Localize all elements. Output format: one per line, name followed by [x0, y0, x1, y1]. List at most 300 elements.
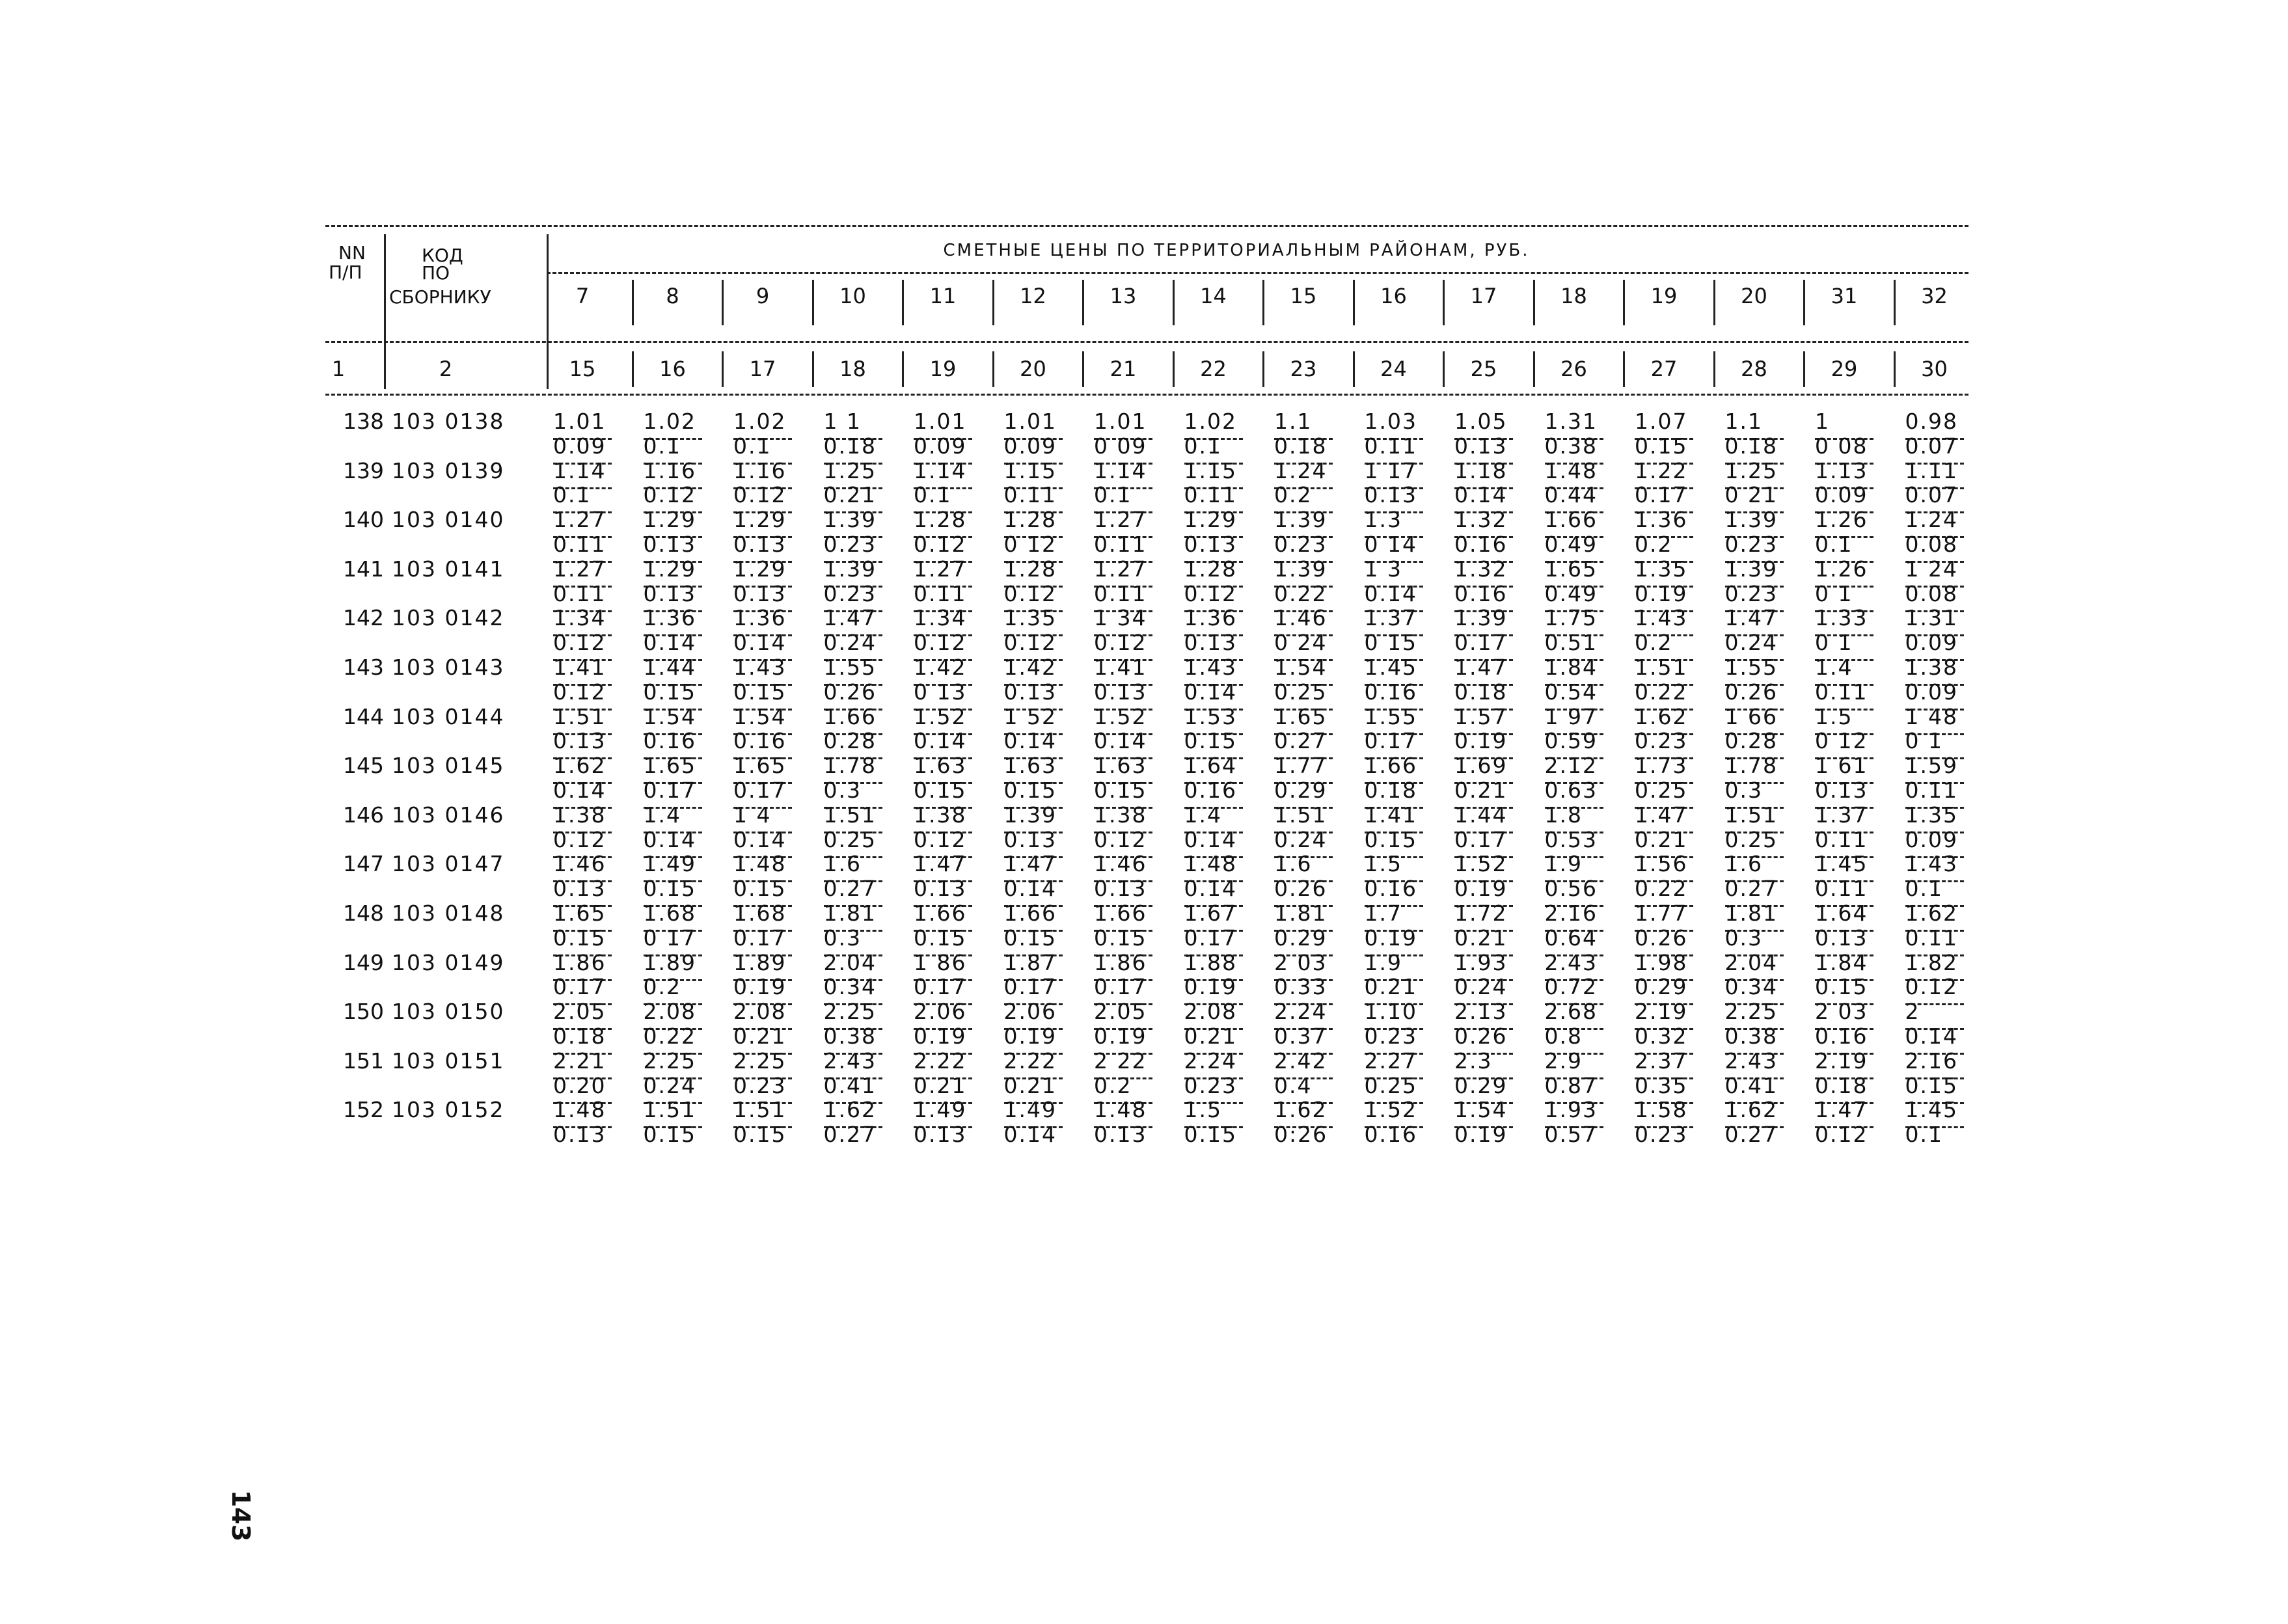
price-cell: 0.12: [553, 679, 606, 705]
price-cell: 0.18: [1364, 778, 1417, 803]
price-cell: 0.17: [1364, 728, 1417, 754]
price-cell: 1.56: [1635, 851, 1688, 877]
price-cell: 1.47: [1635, 802, 1688, 828]
index-divider: [1623, 351, 1625, 387]
price-cell: 1.81: [1274, 900, 1328, 926]
price-cell: 0.16: [1364, 679, 1417, 705]
price-cell: 1.72: [1454, 900, 1508, 926]
row-code: 103 0139: [392, 457, 505, 483]
price-cell: 0.13: [1094, 876, 1147, 902]
price-cell: 2.42: [1274, 1048, 1328, 1074]
price-cell: 1.39: [1724, 556, 1778, 582]
price-cell: 0.1: [643, 433, 681, 459]
price-cell: 0.16: [1184, 778, 1237, 803]
price-cell: 1.55: [1724, 655, 1778, 680]
price-cell: 1.28: [1184, 556, 1237, 582]
price-cell: 1.35: [1003, 605, 1057, 631]
price-cell: 0.09: [1003, 433, 1057, 459]
price-cell: 1.24: [1905, 507, 1958, 533]
district-number: 10: [839, 284, 866, 308]
price-cell: 0.11: [1184, 482, 1237, 508]
price-cell: 0.19: [1094, 1023, 1147, 1049]
price-cell: 1.46: [553, 851, 606, 877]
price-cell: 0.26: [1454, 1023, 1508, 1049]
price-cell: 0.17: [1184, 925, 1237, 951]
price-cell: 1.36: [643, 605, 696, 631]
price-cell: 0.17: [914, 974, 967, 1000]
price-cell: 1.57: [1454, 703, 1508, 729]
price-cell: 0.13: [1815, 925, 1868, 951]
price-cell: 0.49: [1544, 532, 1598, 557]
price-cell: 1.48: [1094, 1097, 1147, 1123]
row-number: 141: [343, 556, 384, 582]
price-cell: 0.12: [553, 630, 606, 656]
price-cell: 2.43: [1724, 1048, 1778, 1074]
price-cell: 0.2: [1094, 1072, 1132, 1098]
price-cell: 1.5: [1364, 851, 1402, 877]
price-cell: 0.14: [1905, 1023, 1958, 1049]
price-cell: 0.28: [1724, 728, 1778, 754]
price-cell: 0.13: [733, 580, 787, 606]
price-cell: 2.3: [1454, 1048, 1493, 1074]
price-cell: 0.14: [553, 778, 606, 803]
price-cell: 1.29: [643, 507, 696, 533]
index-cell: 20: [1020, 357, 1046, 381]
price-cell: 0.21: [823, 482, 877, 508]
index-cell: 21: [1110, 357, 1137, 381]
row-number: 139: [343, 457, 384, 483]
price-cell: 0.3: [823, 778, 862, 803]
district-number: 20: [1741, 284, 1767, 308]
price-cell: 2.22: [914, 1048, 967, 1074]
price-cell: 1.78: [823, 753, 877, 779]
price-cell: 1 97: [1544, 703, 1598, 729]
price-cell: 1.52: [914, 703, 967, 729]
row-number: 145: [343, 753, 384, 779]
price-cell: 1 52: [1003, 703, 1057, 729]
index-divider: [1443, 351, 1445, 387]
price-cell: 1.6: [1724, 851, 1763, 877]
price-cell: 0 1: [1815, 580, 1853, 606]
price-cell: 1.75: [1544, 605, 1598, 631]
district-number: 11: [929, 284, 957, 308]
row-code: 103 0147: [392, 851, 505, 877]
price-cell: 0.12: [553, 826, 606, 852]
price-cell: 2.27: [1364, 1048, 1417, 1074]
price-cell: 1.87: [1003, 949, 1057, 975]
price-cell: 1.65: [1274, 703, 1328, 729]
price-cell: 1.27: [914, 556, 967, 582]
price-cell: 0.11: [1094, 532, 1147, 557]
price-cell: 0.63: [1544, 778, 1598, 803]
price-cell: 0.16: [643, 728, 696, 754]
price-cell: 1.63: [1094, 753, 1147, 779]
row-number: 151: [343, 1048, 384, 1074]
row-code: 103 0138: [392, 409, 505, 434]
price-cell: 0.16: [1454, 532, 1508, 557]
district-number: 14: [1200, 284, 1227, 308]
price-cell: 1.93: [1544, 1097, 1598, 1123]
price-cell: 0.12: [1094, 630, 1147, 656]
price-cell: 1.32: [1454, 507, 1508, 533]
district-divider: [1713, 280, 1715, 325]
price-cell: 0.25: [1364, 1072, 1417, 1098]
price-cell: 2.19: [1815, 1048, 1868, 1074]
price-cell: 0.09: [553, 433, 606, 459]
price-cell: 1.36: [1635, 507, 1688, 533]
price-cell: 1.65: [553, 900, 606, 926]
price-cell: 1.84: [1815, 949, 1868, 975]
price-cell: 2.08: [733, 999, 787, 1025]
price-cell: 2.43: [1544, 949, 1598, 975]
index-divider: [1262, 351, 1264, 387]
price-cell: 0.16: [1364, 876, 1417, 902]
index-cell: 23: [1290, 357, 1317, 381]
price-cell: 0.28: [823, 728, 877, 754]
price-cell: 1.66: [823, 703, 877, 729]
price-cell: 0.26: [1724, 679, 1778, 705]
price-cell: 0 12: [1003, 532, 1057, 557]
price-cell: 1.29: [643, 556, 696, 582]
price-cell: 0.37: [1274, 1023, 1328, 1049]
index-cell: 29: [1831, 357, 1858, 381]
price-cell: 0.21: [914, 1072, 967, 1098]
price-cell: 2.25: [733, 1048, 787, 1074]
price-cell: 0.29: [1454, 1072, 1508, 1098]
price-cell: 1.78: [1724, 753, 1778, 779]
price-cell: 1.88: [1184, 949, 1237, 975]
price-cell: 1.31: [1905, 605, 1958, 631]
price-cell: 0.13: [1364, 482, 1417, 508]
price-cell: 0.17: [733, 925, 787, 951]
index-cell: 15: [569, 357, 596, 381]
price-cell: 0.21: [1003, 1072, 1057, 1098]
price-cell: 1.16: [733, 457, 787, 483]
price-cell: 0.26: [823, 679, 877, 705]
row-number: 142: [343, 605, 384, 631]
price-cell: 2.04: [1724, 949, 1778, 975]
price-cell: 1.48: [1184, 851, 1237, 877]
price-cell: 0.12: [914, 532, 967, 557]
price-cell: 1.43: [1905, 851, 1958, 877]
price-cell: 0.23: [1364, 1023, 1417, 1049]
price-cell: 1.15: [1184, 457, 1237, 483]
price-cell: 0.12: [914, 630, 967, 656]
price-cell: 0.29: [1274, 925, 1328, 951]
price-cell: 0.27: [823, 1122, 877, 1148]
price-cell: 1.6: [1274, 851, 1313, 877]
index-divider: [1803, 351, 1805, 387]
price-cell: 1.62: [553, 753, 606, 779]
price-cell: 0.16: [1364, 1122, 1417, 1148]
price-cell: 0.13: [1815, 778, 1868, 803]
price-cell: 1.73: [1635, 753, 1688, 779]
price-cell: 0.11: [1905, 778, 1958, 803]
price-cell: 0.12: [1905, 974, 1958, 1000]
price-cell: 0.22: [643, 1023, 696, 1049]
price-cell: 1.18: [1454, 457, 1508, 483]
price-cell: 1.64: [1184, 753, 1237, 779]
price-cell: 0.18: [1815, 1072, 1868, 1098]
price-cell: 0.22: [1635, 876, 1688, 902]
price-cell: 1.48: [553, 1097, 606, 1123]
price-cell: 0.09: [1905, 826, 1958, 852]
price-cell: 0.21: [1635, 826, 1688, 852]
district-number: 7: [575, 284, 590, 308]
district-number: 9: [756, 284, 770, 308]
price-cell: 0.27: [1724, 1122, 1778, 1148]
price-cell: 1.39: [1454, 605, 1508, 631]
index-divider: [812, 351, 814, 387]
price-cell: 0.13: [553, 876, 606, 902]
price-cell: 1.47: [1815, 1097, 1868, 1123]
price-cell: 1.14: [553, 457, 606, 483]
row-number: 150: [343, 999, 384, 1025]
index-cell: 19: [929, 357, 957, 381]
district-number: 19: [1650, 284, 1678, 308]
price-cell: 0.13: [553, 1122, 606, 1148]
price-cell: 1 61: [1815, 753, 1868, 779]
price-cell: 0.15: [914, 925, 967, 951]
row-code: 103 0145: [392, 753, 505, 779]
price-cell: 0.17: [1635, 482, 1688, 508]
price-cell: 0.13: [914, 1122, 967, 1148]
price-cell: 0.17: [553, 974, 606, 1000]
district-divider: [1082, 280, 1084, 325]
district-divider: [722, 280, 724, 325]
district-number: 31: [1831, 284, 1858, 308]
index-divider: [1713, 351, 1715, 387]
price-cell: 1.86: [553, 949, 606, 975]
price-cell: 0 21: [1724, 482, 1778, 508]
price-cell: 0.13: [643, 580, 696, 606]
price-cell: 2.13: [1454, 999, 1508, 1025]
price-cell: 1.54: [1454, 1097, 1508, 1123]
price-cell: 0.2: [1635, 630, 1673, 656]
price-cell: 1.35: [1905, 802, 1958, 828]
price-cell: 0.35: [1635, 1072, 1688, 1098]
price-cell: 0.15: [1094, 925, 1147, 951]
district-divider: [1803, 280, 1805, 325]
price-cell: 1.32: [1454, 556, 1508, 582]
index-divider: [1173, 351, 1175, 387]
row-code: 103 0152: [392, 1097, 505, 1123]
price-cell: 1.28: [1003, 556, 1057, 582]
price-cell: 1.38: [1094, 802, 1147, 828]
price-cell: 2.24: [1184, 1048, 1237, 1074]
price-cell: 1.93: [1454, 949, 1508, 975]
price-cell: 1.39: [1003, 802, 1057, 828]
price-cell: 1.54: [643, 703, 696, 729]
price-cell: 0.12: [1815, 1122, 1868, 1148]
price-cell: 0.2: [1635, 532, 1673, 557]
price-cell: 0.27: [1274, 728, 1328, 754]
row-number: 140: [343, 507, 384, 533]
price-cell: 2.25: [643, 1048, 696, 1074]
price-cell: 1.02: [643, 409, 696, 434]
row-number: 148: [343, 900, 384, 926]
price-cell: 0.08: [1905, 532, 1958, 557]
price-cell: 1.54: [733, 703, 787, 729]
price-cell: 2.22: [1003, 1048, 1057, 1074]
price-cell: 1.46: [1274, 605, 1328, 631]
price-cell: 0.18: [1454, 679, 1508, 705]
price-cell: 0.21: [1184, 1023, 1237, 1049]
price-cell: 1.01: [1003, 409, 1057, 434]
price-cell: 1.65: [733, 753, 787, 779]
price-cell: 2 03: [1815, 999, 1868, 1025]
price-cell: 2.06: [914, 999, 967, 1025]
price-cell: 0.38: [1544, 433, 1598, 459]
price-cell: 0.14: [733, 826, 787, 852]
price-cell: 1.47: [1454, 655, 1508, 680]
price-cell: 0.09: [1905, 630, 1958, 656]
price-cell: 1.41: [1364, 802, 1417, 828]
price-cell: 0.23: [823, 532, 877, 557]
price-cell: 0.12: [1003, 580, 1057, 606]
price-cell: 1.44: [643, 655, 696, 680]
price-cell: 1.66: [1364, 753, 1417, 779]
district-number: 8: [666, 284, 679, 308]
price-cell: 0.13: [733, 532, 787, 557]
price-cell: 0 1: [1905, 728, 1943, 754]
price-cell: 1.01: [1094, 409, 1147, 434]
price-cell: 0.11: [1364, 433, 1417, 459]
price-cell: 1.26: [1815, 507, 1868, 533]
price-cell: 0.21: [1364, 974, 1417, 1000]
price-cell: 0.14: [1184, 876, 1237, 902]
price-cell: 1.9: [1544, 851, 1583, 877]
price-cell: 1 3: [1364, 556, 1402, 582]
price-cell: 1.11: [1905, 457, 1958, 483]
price-cell: 1.37: [1815, 802, 1868, 828]
price-cell: 2.16: [1544, 900, 1598, 926]
price-cell: 0.15: [643, 679, 696, 705]
price-cell: 0.24: [823, 630, 877, 656]
price-cell: 0 13: [914, 679, 967, 705]
price-cell: 1.39: [1274, 556, 1328, 582]
price-cell: 1.1: [1724, 409, 1763, 434]
price-cell: 0.14: [1454, 482, 1508, 508]
price-cell: 1.02: [1184, 409, 1237, 434]
code-label-collection: СБОРНИКУ: [389, 286, 491, 308]
price-cell: 1.25: [1724, 457, 1778, 483]
price-cell: 0 12: [1815, 728, 1868, 754]
price-cell: 1.34: [914, 605, 967, 631]
price-cell: 0 14: [1364, 532, 1417, 557]
price-cell: 2.05: [1094, 999, 1147, 1025]
index-divider: [1894, 351, 1896, 387]
price-cell: 1.98: [1635, 949, 1688, 975]
price-cell: 0.23: [1274, 532, 1328, 557]
price-cell: 1.77: [1274, 753, 1328, 779]
price-cell: 0.13: [1094, 1122, 1147, 1148]
price-cell: 0.32: [1635, 1023, 1688, 1049]
row-code: 103 0146: [392, 802, 505, 828]
price-cell: 0.15: [1905, 1072, 1958, 1098]
price-cell: 1.31: [1544, 409, 1598, 434]
index-cell: 16: [659, 357, 686, 381]
price-cell: 1.33: [1815, 605, 1868, 631]
price-cell: 0.1: [1905, 1122, 1943, 1148]
price-cell: 0.13: [1003, 679, 1057, 705]
price-cell: 1 86: [914, 949, 967, 975]
row-number: 152: [343, 1097, 384, 1123]
price-cell: 0.15: [1635, 433, 1688, 459]
price-cell: 1.1: [1274, 409, 1313, 434]
index-cell: 18: [839, 357, 866, 381]
price-cell: 1.47: [1724, 605, 1778, 631]
price-cell: 1.10: [1364, 999, 1417, 1025]
price-cell: 1.51: [1274, 802, 1328, 828]
price-cell: 0.18: [1274, 433, 1328, 459]
price-cell: 0.19: [1454, 876, 1508, 902]
price-cell: 0.56: [1544, 876, 1598, 902]
district-divider: [1262, 280, 1264, 325]
price-cell: 0.64: [1544, 925, 1598, 951]
district-divider: [1623, 280, 1625, 325]
price-cell: 1.55: [1364, 703, 1417, 729]
price-cell: 0 24: [1274, 630, 1328, 656]
price-cell: 0.07: [1905, 433, 1958, 459]
row-code: 103 0140: [392, 507, 505, 533]
price-cell: 2.04: [823, 949, 877, 975]
price-cell: 1.39: [1274, 507, 1328, 533]
price-cell: 0.1: [1815, 532, 1853, 557]
row-code: 103 0148: [392, 900, 505, 926]
price-cell: 1.66: [1094, 900, 1147, 926]
price-cell: 0.25: [1274, 679, 1328, 705]
price-cell: 1.48: [733, 851, 787, 877]
price-cell: 0.15: [733, 876, 787, 902]
row-code: 103 0142: [392, 605, 505, 631]
price-cell: 0.3: [823, 925, 862, 951]
price-cell: 0.15: [1815, 974, 1868, 1000]
row-code: 103 0151: [392, 1048, 505, 1074]
price-cell: 0.13: [1094, 679, 1147, 705]
price-cell: 1.43: [1184, 655, 1237, 680]
price-cell: 1.49: [1003, 1097, 1057, 1123]
price-cell: 1.89: [643, 949, 696, 975]
price-cell: 0.18: [553, 1023, 606, 1049]
price-cell: 1.13: [1815, 457, 1868, 483]
price-cell: 0.13: [643, 532, 696, 557]
price-cell: 1.64: [1815, 900, 1868, 926]
index-cell: 22: [1200, 357, 1227, 381]
price-cell: 2.05: [553, 999, 606, 1025]
price-cell: 2 03: [1274, 949, 1328, 975]
price-cell: 0.3: [1724, 925, 1763, 951]
price-cell: 1.14: [914, 457, 967, 483]
price-cell: 1 4: [733, 802, 772, 828]
price-cell: 2.37: [1635, 1048, 1688, 1074]
price-cell: 0.08: [1905, 580, 1958, 606]
price-cell: 1.68: [643, 900, 696, 926]
price-cell: 1.38: [553, 802, 606, 828]
price-cell: 0.09: [1815, 482, 1868, 508]
price-cell: 1 24: [1905, 556, 1958, 582]
price-cell: 1.01: [553, 409, 606, 434]
price-cell: 0.15: [914, 778, 967, 803]
index-cell: 1: [331, 357, 346, 381]
header-top-rule: [325, 225, 1968, 227]
price-cell: 1.54: [1274, 655, 1328, 680]
price-cell: 1.41: [1094, 655, 1147, 680]
price-cell: 0.34: [823, 974, 877, 1000]
district-number: 13: [1110, 284, 1137, 308]
price-cell: 0.18: [1724, 433, 1778, 459]
price-cell: 1.15: [1003, 457, 1057, 483]
